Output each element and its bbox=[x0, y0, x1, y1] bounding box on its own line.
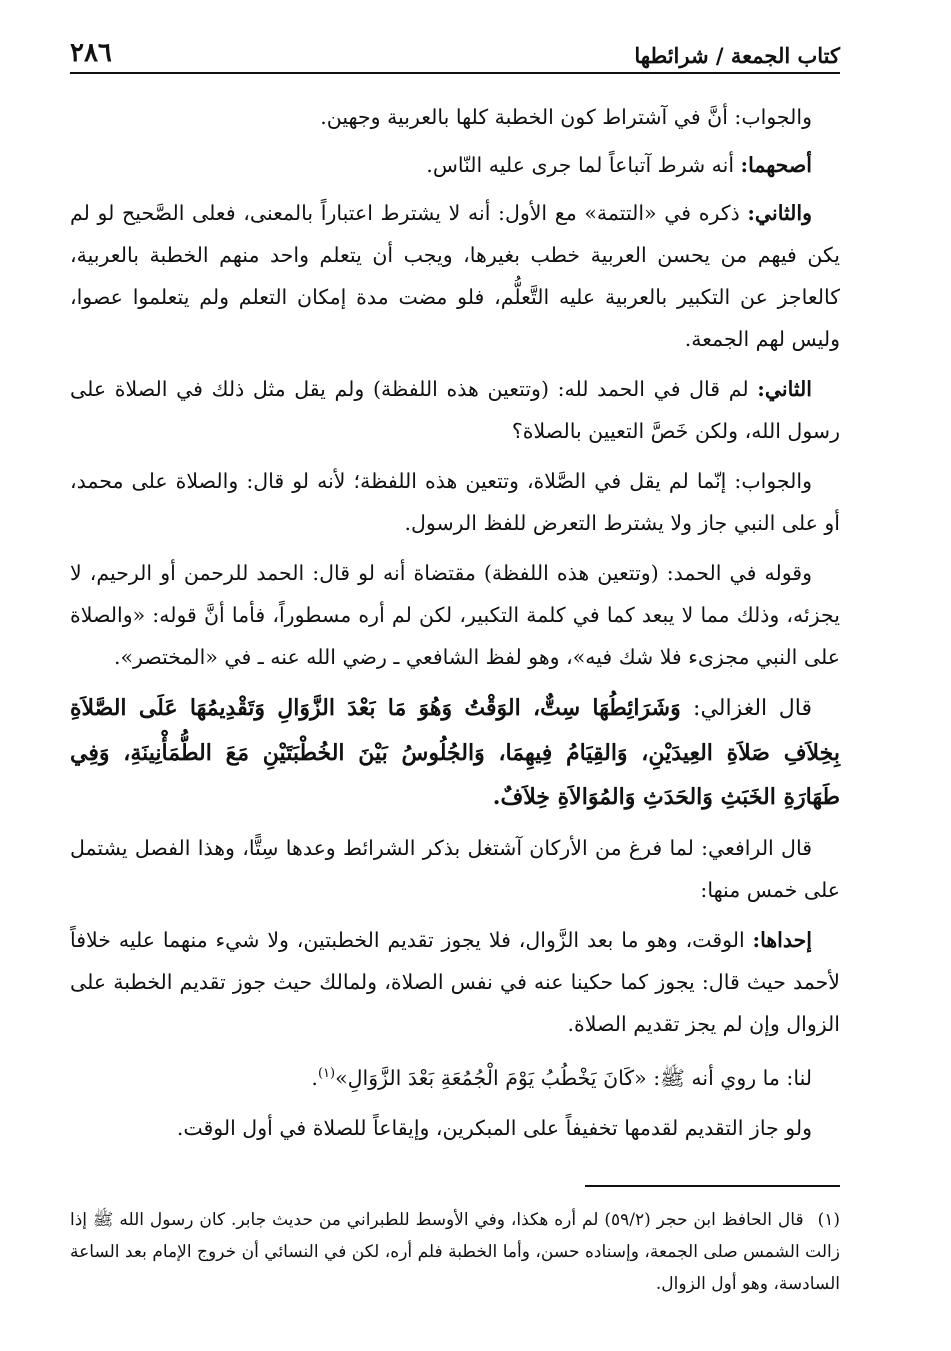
book-page bbox=[70, 30, 840, 1317]
paragraph bbox=[70, 368, 840, 452]
paragraph-text: قال الرافعي: لما فرغ من الأركان آشتغل بذكر الشرائط وعدها سِتًّا، وهذا الفصل يشتمل على خمس منها: bbox=[70, 836, 840, 902]
paragraph bbox=[70, 919, 840, 1045]
paragraph-lead: والثاني: bbox=[747, 201, 812, 225]
paragraph bbox=[70, 192, 840, 360]
paragraph-lead: الثاني: bbox=[757, 377, 812, 401]
page-number: ٢٨٦ bbox=[70, 38, 112, 68]
paragraph bbox=[70, 827, 840, 911]
footnote-reference[interactable]: (١) bbox=[317, 1066, 336, 1081]
footnote-separator bbox=[585, 1185, 840, 1187]
running-title: كتاب الجمعة / شرائطها bbox=[634, 43, 840, 68]
paragraph bbox=[70, 552, 840, 678]
page-header bbox=[70, 30, 840, 74]
paragraph-lead: إحداها: bbox=[752, 928, 812, 952]
footnote-text: قال الحافظ ابن حجر (٥٩/٢) لم أره هكذا، وفي الأوسط للطبراني من حديث جابر. كان رسول الله ﷺ إذا زالت الشمس صلى الجمعة، وإسناده حسن، وأما الخطبة فلم أره، لكن في النسائي أن خروج الإمام بعد الساعة السادسة، وهو أول الزوال. bbox=[70, 1209, 840, 1294]
paragraph-text: ذكره في «التتمة» مع الأول: أنه لا يشترط اعتباراً بالمعنى، فعلى الصَّحيح لو لم يكن فيهم من يحسن العربية خطب بغيرها، ويجب أن يتعلم واحد منهم الخطبة بالعربية، كالعاجز عن التكبير بالعربية عليه التَّعلُّم، فلو مضت مدة إمكان التعلم ولم يتعلموا عصوا، وليس لهم الجمعة. bbox=[70, 201, 840, 351]
paragraph-text: والجواب: أنَّ في آشتراط كون الخطبة كلها بالعربية وجهين. bbox=[320, 105, 812, 129]
paragraph bbox=[70, 1053, 840, 1099]
paragraph-lead: أصحهما: bbox=[740, 153, 812, 177]
quote-lead: قال الغزالي: bbox=[693, 696, 812, 721]
paragraph-text: أنه شرط آتباعاً لما جرى عليه النّاس. bbox=[426, 153, 741, 177]
paragraph-text: الوقت، وهو ما بعد الزَّوال، فلا يجوز تقديم الخطبتين، ولا شيء منهما عليه خلافاً لأحمد حيث قال: يجوز كما حكينا عنه في نفس الصلاة، ولمالك حيث جوز تقديم الخطبة على الزوال وإن لم يجز تقديم الصلاة. bbox=[70, 928, 840, 1036]
paragraph bbox=[70, 460, 840, 544]
paragraph bbox=[70, 96, 840, 138]
ghazali-quote bbox=[70, 686, 840, 819]
paragraph-text: ولو جاز التقديم لقدمها تخفيفاً على المبكرين، وإيقاعاً للصلاة في أول الوقت. bbox=[176, 1115, 812, 1140]
footnote-marker: (١) bbox=[817, 1209, 841, 1230]
footnote bbox=[70, 1204, 840, 1300]
paragraph-text: لم قال في الحمد لله: (وتتعين هذه اللفظة) ولم يقل مثل ذلك في الصلاة على رسول الله، ولكن خَصَّ التعيين بالصلاة؟ bbox=[70, 377, 840, 443]
paragraph-text: وقوله في الحمد: (وتتعين هذه اللفظة) مقتضاة أنه لو قال: الحمد للرحمن أو الرحيم، لا يجزئه، وذلك مما لا يبعد كما في كلمة التكبير، لكن لم أره مسطوراً، فأما أنَّ قوله: «والصلاة على النبي مجزىء فلا شك فيه»، وهو لفظ الشافعي ـ رضي الله عنه ـ في «المختصر». bbox=[70, 561, 840, 669]
paragraph-text: لنا: ما روي أنه ﷺ: «كَانَ يَخْطُبُ يَوْمَ الْجُمُعَةِ بَعْدَ الزَّوَالِ» bbox=[335, 1065, 812, 1090]
paragraph-text: والجواب: إنّما لم يقل في الصَّلاة، وتتعين هذه اللفظة؛ لأنه لو قال: والصلاة على محمد، أو على النبي جاز ولا يشترط التعرض للفظ الرسول. bbox=[70, 469, 840, 535]
paragraph bbox=[70, 1107, 840, 1149]
page-body bbox=[70, 96, 840, 1300]
paragraph bbox=[70, 144, 840, 186]
quote-text: وَشَرَائِطُهَا سِتٌّ، الوَقْتُ وَهُوَ مَا بَعْدَ الزَّوَالِ وَتَقْدِيمُهَا عَلَى الصَّلاَةِ بِخِلاَفِ صَلاَةِ العِيدَيْنِ، وَالقِيَامُ فِيهِمَا، وَالجُلُوسُ بَيْنَ الخُطْبَتَيْنِ مَعَ الطُّمَأْنِينَةِ، وَفِي طَهَارَةِ الخَبَثِ وَالحَدَثِ وَالمُوَالاَةِ خِلاَفٌ. bbox=[70, 695, 840, 810]
paragraph-tail: . bbox=[311, 1065, 318, 1090]
